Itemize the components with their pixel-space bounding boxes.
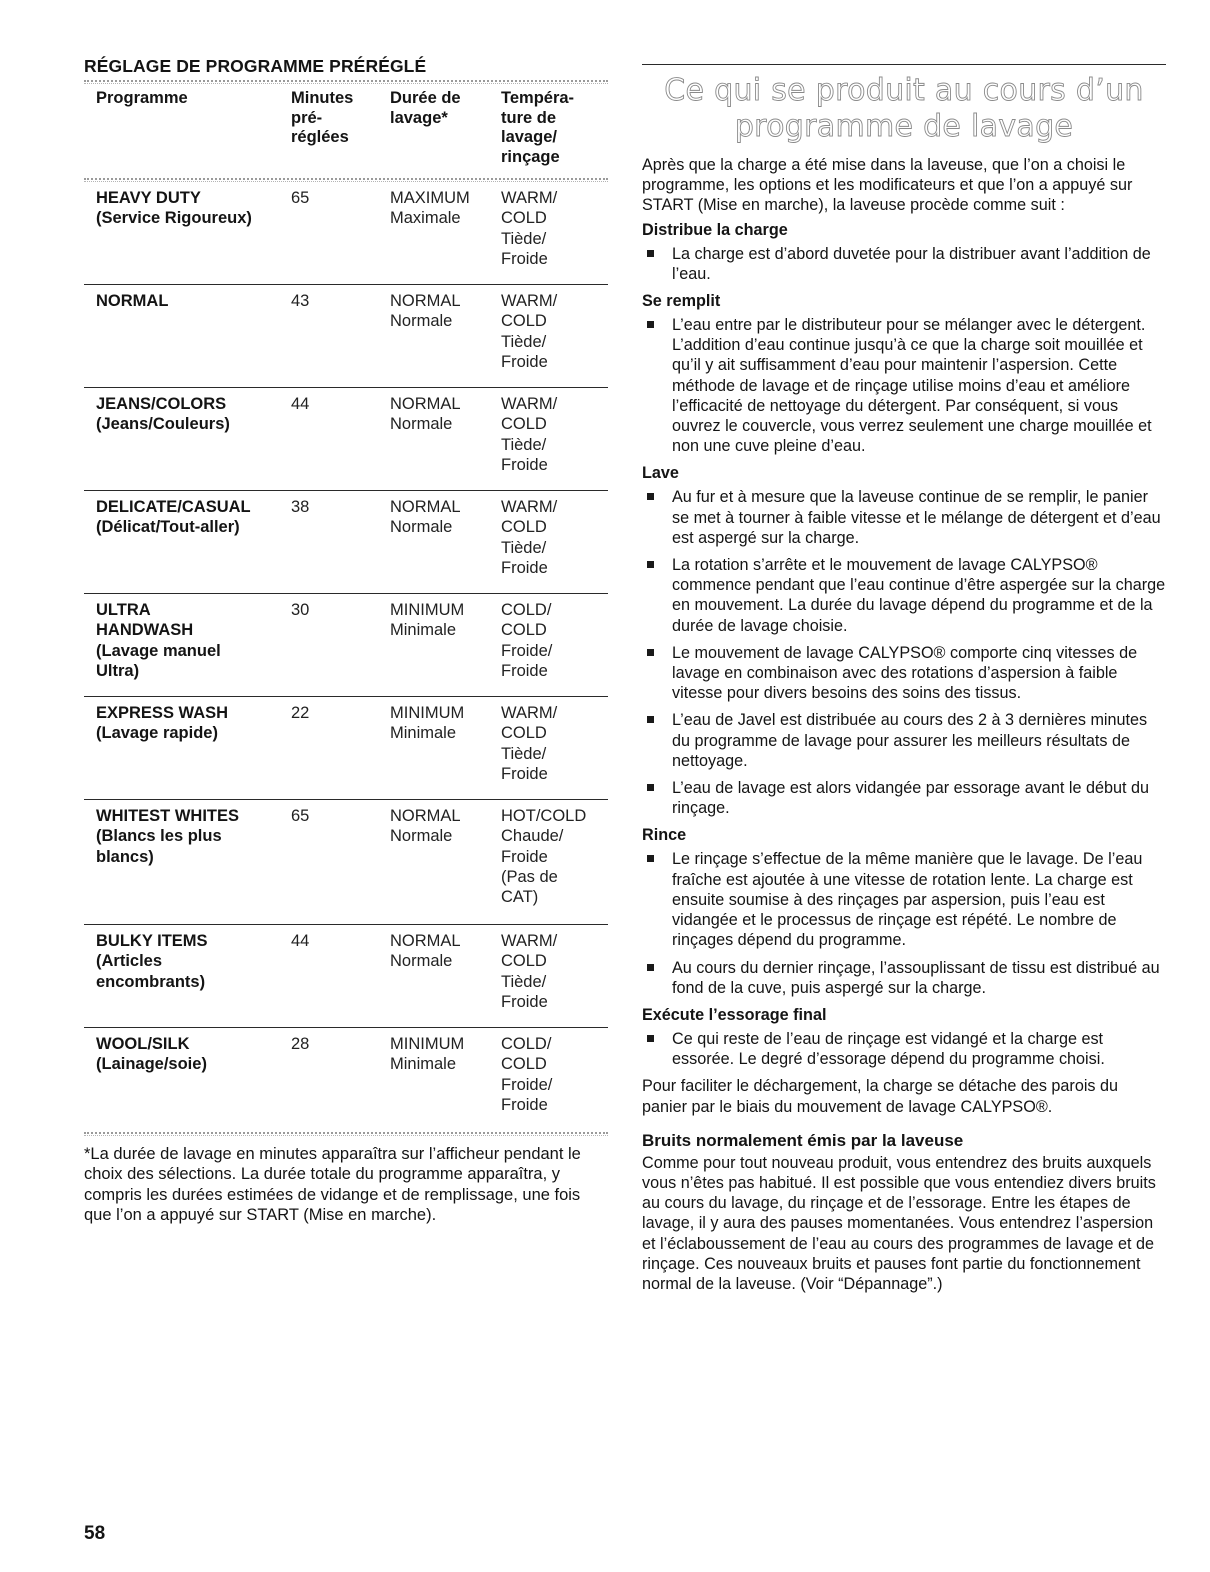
- bullet-item: Au cours du dernier rinçage, l’assouplissant de tissu est distribué au fond de la cuve, puis aspergé sur la charge.: [642, 958, 1166, 998]
- bullet-item: Ce qui reste de l’eau de rinçage est vidangé et la charge est essorée. Le degré d’essorage dépend du programme choisi.: [642, 1029, 1166, 1069]
- program-minutes: 43: [291, 292, 310, 310]
- program-name: ULTRA HANDWASH (Lavage manuel Ultra): [96, 601, 221, 680]
- program-temperature: WARM/ COLD Tiède/ Froide: [501, 292, 558, 371]
- program-name: NORMAL: [96, 292, 169, 310]
- program-minutes: 44: [291, 932, 310, 950]
- program-name: DELICATE/CASUAL (Délicat/Tout-aller): [96, 498, 251, 537]
- table-row: [84, 925, 608, 1027]
- article-closing: Pour faciliter le déchargement, la charge se détache des parois du panier par le biais du mouvement de lavage CALYPSO®.: [642, 1077, 1119, 1116]
- program-duration: MINIMUM Minimale: [390, 704, 465, 743]
- program-temperature: WARM/ COLD Tiède/ Froide: [501, 704, 558, 783]
- header-temperature: Tempéra- ture de lavage/ rinçage: [501, 89, 575, 166]
- program-name: JEANS/COLORS (Jeans/Couleurs): [96, 395, 230, 434]
- section-heading: Lave: [642, 464, 679, 483]
- program-duration: MAXIMUM Maximale: [390, 189, 470, 228]
- square-bullet-icon: [647, 716, 654, 723]
- table-footnote: *La durée de lavage en minutes apparaîtra sur l’afficheur pendant le choix des sélections. La durée totale du programme apparaîtra, y compris les durées estimées de vidange et de remplissage, une fois que l’on a appuyé sur START (Mise en marche).: [84, 1145, 581, 1224]
- square-bullet-icon: [647, 561, 654, 568]
- table-title: RÉGLAGE DE PROGRAMME PRÉRÉGLÉ: [84, 56, 427, 76]
- square-bullet-icon: [647, 321, 654, 328]
- square-bullet-icon: [647, 649, 654, 656]
- program-duration: NORMAL Normale: [390, 498, 461, 537]
- program-temperature: WARM/ COLD Tiède/ Froide: [501, 498, 558, 577]
- program-temperature: HOT/COLD Chaude/ Froide (Pas de CAT): [501, 807, 587, 907]
- program-duration: NORMAL Normale: [390, 932, 461, 971]
- table-row: [84, 697, 608, 799]
- program-minutes: 44: [291, 395, 310, 413]
- article-heading: Ce qui se produit au cours d’un programme de lavage: [664, 73, 1144, 144]
- preset-table-section: [84, 56, 608, 1225]
- program-name: WHITEST WHITES (Blancs les plus blancs): [96, 807, 239, 866]
- square-bullet-icon: [647, 250, 654, 257]
- program-minutes: 65: [291, 189, 310, 207]
- section-heading: Rince: [642, 826, 687, 845]
- program-minutes: 28: [291, 1035, 310, 1053]
- program-minutes: 30: [291, 601, 310, 619]
- program-temperature: WARM/ COLD Tiède/ Froide: [501, 395, 558, 474]
- program-duration: NORMAL Normale: [390, 292, 461, 331]
- noise-heading: Bruits normalement émis par la laveuse: [642, 1130, 964, 1150]
- square-bullet-icon: [647, 784, 654, 791]
- table-row: [84, 491, 608, 593]
- article-sections: [642, 220, 1166, 1070]
- table-row: [84, 285, 608, 387]
- square-bullet-icon: [647, 964, 654, 971]
- bullet-item: L’eau entre par le distributeur pour se mélanger avec le détergent. L’addition d’eau continue jusqu’à ce que la charge soit mouillée et qu’il y ait suffisamment d’eau pour maintenir l’aspersion. Cette méthode de lavage et de rinçage utilise moins d’eau et améliore l’efficacité de nettoyage du détergent. Par conséquent, si vous ouvrez le couvercle, vous verrez seulement une charge mouillée et non une cuve pleine d’eau.: [642, 315, 1166, 456]
- bullet-item: Au fur et à mesure que la laveuse continue de se remplir, le panier se met à tourner à faible vitesse et le mélange de détergent et d’eau est aspergé sur la charge.: [642, 487, 1166, 548]
- bullet-item: La rotation s’arrête et le mouvement de lavage CALYPSO® commence pendant que l’eau continue d’être aspergée sur la charge en mouvement. La durée du lavage dépend du programme et de la durée de lavage choisie.: [642, 555, 1166, 636]
- program-name: BULKY ITEMS (Articles encombrants): [96, 932, 208, 991]
- header-duration: Durée de lavage*: [390, 89, 461, 127]
- section-heading: Distribue la charge: [642, 220, 788, 239]
- noise-text: Comme pour tout nouveau produit, vous entendrez des bruits auxquels vous n’êtes pas habitué. Il est possible que vous entendiez divers bruits au cours du lavage, du rinçage et de l’essorage. Entre les étapes de lavage, il y aura des pauses momentanées. Vous entendrez l’aspersion et l’éclaboussement de l’eau au cours des programmes de lavage et de rinçage. Ces nouveaux bruits et pauses font partie du fonctionnement normal de la laveuse. (Voir “Dépannage”.): [642, 1153, 1156, 1293]
- article-top-rule: [642, 64, 1166, 65]
- program-minutes: 38: [291, 498, 310, 516]
- bullet-item: Le rinçage s’effectue de la même manière que le lavage. De l’eau fraîche est ajoutée à une vitesse de rotation lente. La charge est ensuite soumise à des rinçages par aspersion, puis l’eau est vidangée et le processus de rinçage est répété. Le nombre de rinçages dépend du programme.: [642, 849, 1166, 950]
- table-row: [84, 594, 608, 696]
- table-bottom-rule: [84, 1132, 608, 1136]
- table-header: [84, 84, 608, 178]
- section-heading: Se remplit: [642, 292, 721, 311]
- program-temperature: COLD/ COLD Froide/ Froide: [501, 1035, 553, 1114]
- wash-cycle-article: [642, 64, 1166, 1294]
- program-duration: MINIMUM Minimale: [390, 1035, 465, 1074]
- table-body: [84, 182, 608, 1130]
- square-bullet-icon: [647, 493, 654, 500]
- table-row: [84, 1028, 608, 1130]
- header-programme: Programme: [96, 89, 188, 107]
- bullet-item: Le mouvement de lavage CALYPSO® comporte cinq vitesses de lavage en combinaison avec des rotations d’aspersion à faible vitesse pour divers besoins des soins des tissus.: [642, 643, 1166, 704]
- bullet-item: La charge est d’abord duvetée pour la distribuer avant l’addition de l’eau.: [642, 244, 1166, 284]
- bullet-item: L’eau de Javel est distribuée au cours des 2 à 3 dernières minutes du programme de lavage pour assurer les meilleurs résultats de nettoyage.: [642, 710, 1166, 771]
- program-minutes: 65: [291, 807, 310, 825]
- program-name: WOOL/SILK (Lainage/soie): [96, 1035, 207, 1074]
- table-row: [84, 800, 608, 924]
- article-intro: Après que la charge a été mise dans la laveuse, que l’on a choisi le programme, les options et les modificateurs et que l’on a appuyé sur START (Mise en marche), la laveuse procède comme suit :: [642, 156, 1133, 215]
- header-minutes: Minutes pré- réglées: [291, 89, 354, 146]
- program-name: EXPRESS WASH (Lavage rapide): [96, 704, 229, 743]
- section-heading: Exécute l’essorage final: [642, 1005, 827, 1024]
- program-temperature: COLD/ COLD Froide/ Froide: [501, 601, 553, 680]
- page-number: 58: [84, 1523, 106, 1544]
- program-name: HEAVY DUTY (Service Rigoureux): [96, 189, 252, 228]
- program-duration: NORMAL Normale: [390, 395, 461, 434]
- program-temperature: WARM/ COLD Tiède/ Froide: [501, 932, 558, 1011]
- table-row: [84, 388, 608, 490]
- square-bullet-icon: [647, 1035, 654, 1042]
- program-duration: NORMAL Normale: [390, 807, 461, 846]
- program-duration: MINIMUM Minimale: [390, 601, 465, 640]
- table-row: [84, 182, 608, 284]
- bullet-item: L’eau de lavage est alors vidangée par essorage avant le début du rinçage.: [642, 778, 1166, 818]
- program-temperature: WARM/ COLD Tiède/ Froide: [501, 189, 558, 268]
- square-bullet-icon: [647, 855, 654, 862]
- program-minutes: 22: [291, 704, 310, 722]
